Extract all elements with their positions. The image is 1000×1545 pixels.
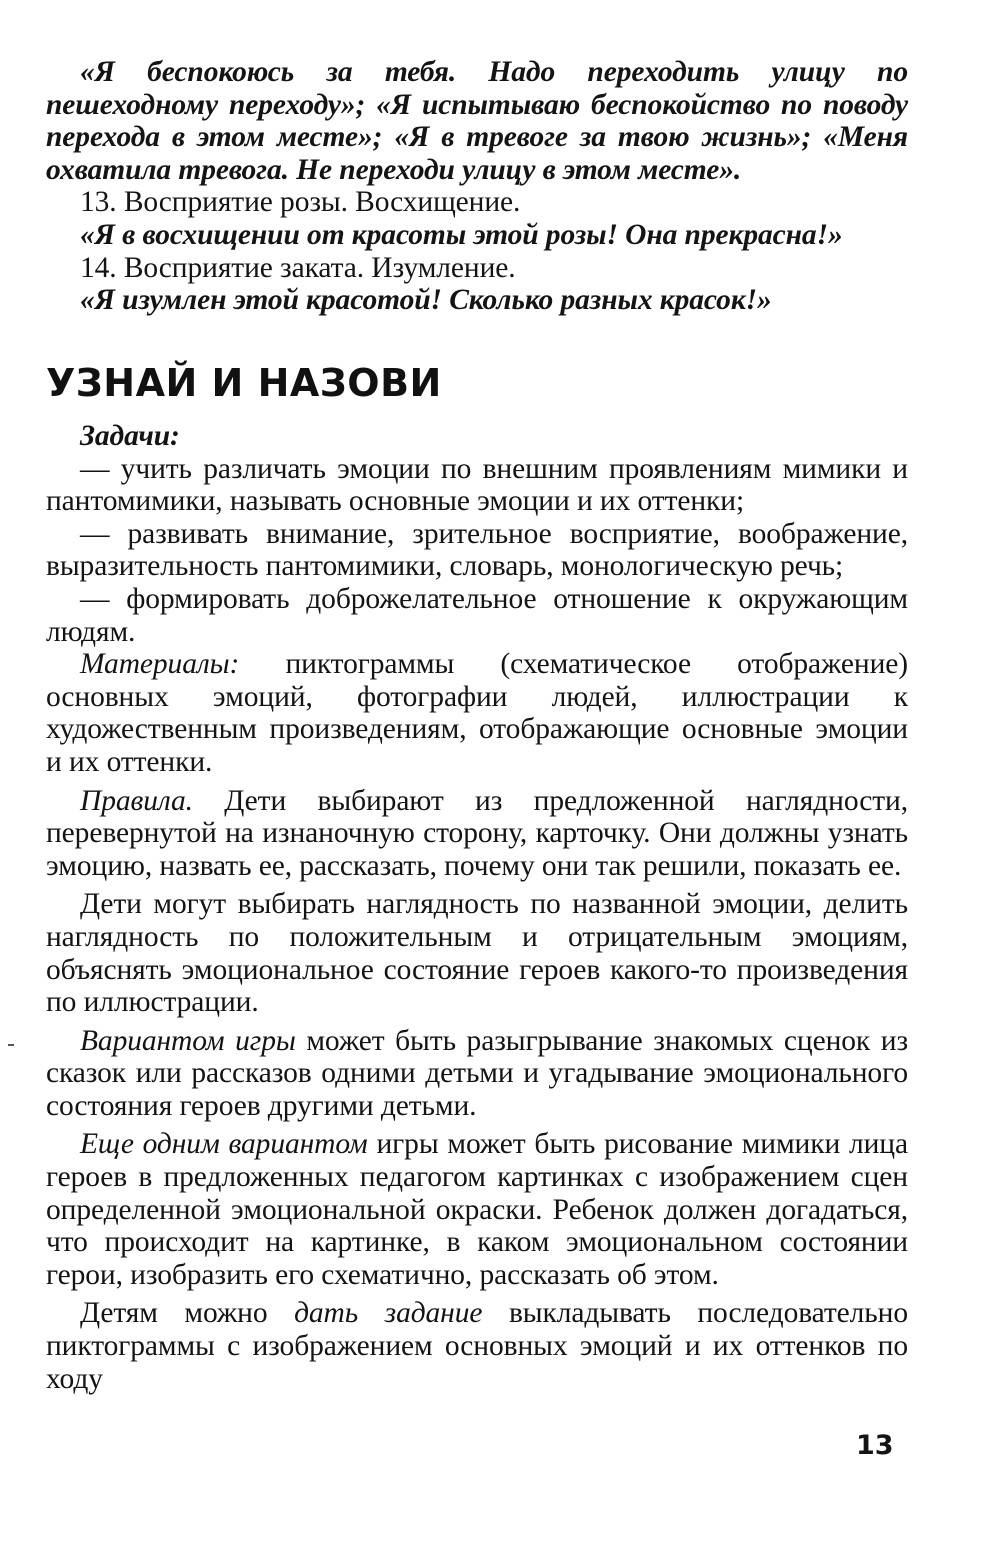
- task-paragraph: [46, 1297, 908, 1395]
- materials-paragraph: [46, 648, 908, 778]
- materials-label: Материалы:: [80, 648, 240, 681]
- page-number: 13: [856, 1430, 894, 1461]
- section-body: [46, 420, 908, 1395]
- materials-text: пиктограммы (схематическое отображение) основных эмоций, фотографии людей, иллюстрации к художественным произведениям, отображающие основные эмоции и их оттенки.: [46, 648, 908, 778]
- variant-text: может быть разыгрывание знакомых сценок из сказок или рассказов одними детьми и угадывание эмоционального состояния героев другими детьми.: [46, 1024, 909, 1122]
- quote-14: «Я изумлен этой красотой! Сколько разных красок!»: [80, 284, 772, 317]
- section-title: УЗНАЙ И НАЗОВИ: [46, 361, 442, 405]
- item-13: 13. Восприятие розы. Восхищение.: [80, 186, 521, 219]
- task-intro: Детям можно: [80, 1297, 295, 1330]
- tasks-label: Задачи:: [80, 420, 180, 452]
- margin-mark: [8, 1044, 14, 1046]
- task-item-3: — формировать доброжелательное отношение к окружающим людям.: [46, 582, 908, 648]
- task-item-2: — развивать внимание, зрительное восприятие, воображение, выразительность пантомимики, словарь, монологическую речь;: [46, 517, 908, 583]
- quote-13: «Я в восхищении от красоты этой розы! Она прекрасна!»: [80, 218, 843, 251]
- another-variant-text: игры может быть рисование мимики лица героев в предложенных педагогом картинках с изображением сцен определенной эмоциональной окраски. Ребенок должен догадаться, что происходит на картинке, в каком эмоциональном состоянии герои, изобразить его схематично, рассказать об этом.: [46, 1128, 908, 1291]
- rules-label: Правила.: [80, 784, 193, 817]
- quote-anxiety: «Я беспокоюсь за тебя. Надо переходить улицу по пешеходному переходу»; «Я испытываю беспокойство по поводу перехода в этом месте»; «Я в тревоге за твою жизнь»; «Меня охватила тревога. Не переходи улицу в этом месте».: [46, 56, 908, 186]
- variant-label: Вариантом игры: [80, 1024, 296, 1057]
- another-variant-label: Еще одним вариантом: [80, 1128, 368, 1161]
- task-item-1: — учить различать эмоции по внешним проявлениям мимики и пантомимики, называть основные эмоции и их оттенки;: [46, 452, 908, 518]
- item-14: 14. Восприятие заката. Изумление.: [80, 251, 516, 284]
- variant-paragraph: [46, 1025, 908, 1123]
- rules-text: Дети выбирают из предложенной наглядности, перевернутой на изнаночную сторону, карточку. Они должны узнать эмоцию, назвать ее, рассказать, почему они так решили, показать ее.: [46, 784, 908, 882]
- task-label: дать задание: [294, 1297, 483, 1330]
- rules-paragraph: [46, 785, 908, 883]
- task-text: выкладывать последовательно пиктограммы с изображением основных эмоций и их оттенков по ходу: [46, 1297, 908, 1395]
- choose-paragraph: Дети могут выбирать наглядность по названной эмоции, делить наглядность по положительным и отрицательным эмоциям, объяснять эмоциональное состояние героев какого-то произведения по иллюстрации.: [46, 888, 908, 1019]
- another-variant-paragraph: [46, 1128, 908, 1291]
- top-text-block: [46, 56, 908, 317]
